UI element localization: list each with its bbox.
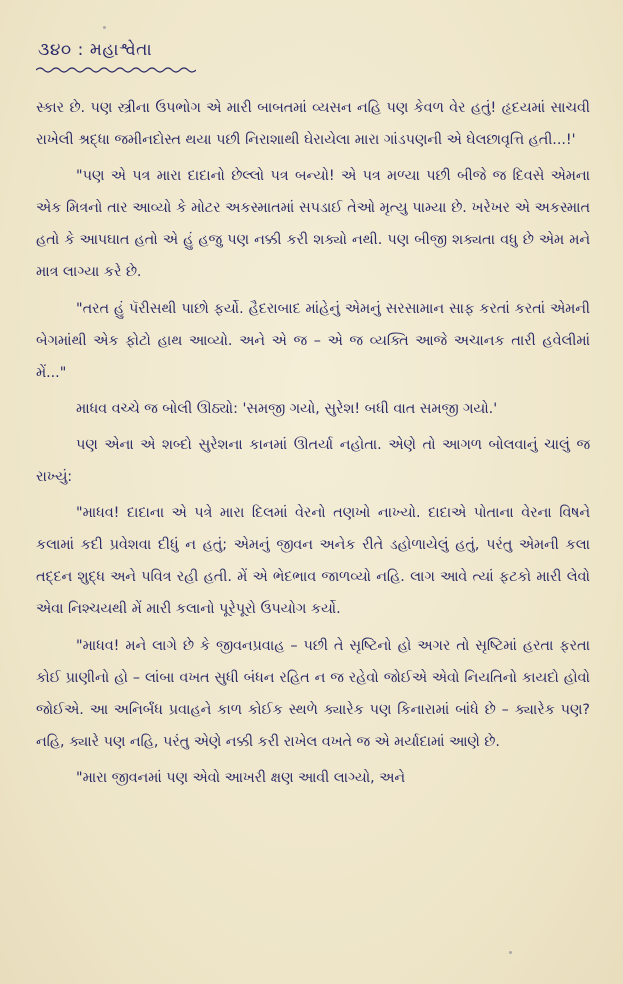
paragraph-6: "માધવ! દાદાના એ પત્રે મારા દિલમાં વેરનો તણખો નાખ્યો. દાદાએ પોતાના વેરના વિષને કલામાં કદી પ્રવેશવા દીધું ન હતું; એમનું જીવન અનેક રીતે ડહોળાયેલું હતું, પરંતુ એમની કલા તદ્દન શુદ્ધ અને પવિત્ર રહી હતી. મેં એ ભેદભાવ જાળવ્યો નહિ. લાગ આવે ત્યાં ફટકો મારી લેવો એવા નિશ્ચયથી મેં મારી કલાનો પૂરેપૂરો ઉપયોગ કર્યો. xyxy=(36,505,590,618)
header-ornament-icon xyxy=(36,66,196,74)
paragraph-1: સ્કાર છે. પણ સ્ત્રીના ઉપભોગ એ મારી બાબતમાં વ્યસન નહિ પણ કેવળ વેર હતું! હૃદયમાં સાચવી રાખેલી શ્રદ્ધા જમીનદોસ્ત થયા પછી નિરાશાથી ઘેરાયેલા મારા ગાંડપણની એ ઘેલછાવૃત્તિ હતી...!' xyxy=(36,100,590,149)
paragraph-4: માધવ વચ્ચે જ બોલી ઊઠ્યો: 'સમજી ગયો, સુરેશ! બધી વાત સમજી ગયો.' xyxy=(76,400,498,417)
paragraph-8: "મારા જીવનમાં પણ એવો આખરી ક્ષણ આવી લાગ્યો, અને xyxy=(76,769,406,786)
book-title: મહાશ્વેતા xyxy=(89,40,153,60)
paragraph-7: "માધવ! મને લાગે છે કે જીવનપ્રવાહ – પછી તે સૃષ્ટિનો હો અગર તો સૃષ્ટિમાં હરતા ફરતા કોઈ પ્રાણીનો હો – લાંબા વખત સુધી બંધન રહિત ન જ રહેવો જોઈએ એવો નિયતિનો કાયદો હોવો જોઈએ. આ અનિર્બંધ પ્રવાહને કાળ કોઈક સ્થળે ક્યારેક પણ કિનારામાં બાંધે છે – ક્યારેક પણ? નહિ, ક્યારે પણ નહિ, પરંતુ એણે નક્કી કરી રાખેલ વખતે જ એ મર્યાદામાં આણે છે. xyxy=(36,637,590,750)
paragraph-5: પણ એના એ શબ્દો સુરેશના કાનમાં ઊતર્યા નહોતા. એણે તો આગળ બોલવાનું ચાલું જ રાખ્યું: xyxy=(36,436,590,486)
paper-speck xyxy=(103,26,106,29)
running-header xyxy=(38,40,152,60)
page-body xyxy=(36,92,590,798)
paragraph-3: "તરત હું પૅરીસથી પાછો ફર્યો. હૈદરાબાદ માંહેનું એમનું સરસામાન સાફ કરતાં કરતાં એમની બેગમાંથી એક ફોટો હાથ આવ્યો. અને એ જ – એ જ વ્યક્તિ આજે અચાનક તારી હવેલીમાં મેં..." xyxy=(36,300,590,381)
page-number: ૩૪૦ xyxy=(38,40,72,60)
header-separator: : xyxy=(77,40,84,60)
paper-speck xyxy=(509,951,512,954)
paragraph-2: "પણ એ પત્ર મારા દાદાનો છેલ્લો પત્ર બન્યો! એ પત્ર મળ્યા પછી બીજે જ દિવસે એમના એક મિત્રનો તાર આવ્યો કે મોટર અકસ્માતમાં સપડાઈ તેઓ મૃત્યુ પામ્યા છે. ખરેખર એ અકસ્માત હતો કે આપઘાત હતો એ હું હજુ પણ નક્કી કરી શક્યો નથી. પણ બીજી શક્યતા વધુ છે એમ મને માત્ર લાગ્યા કરે છે. xyxy=(36,168,590,281)
